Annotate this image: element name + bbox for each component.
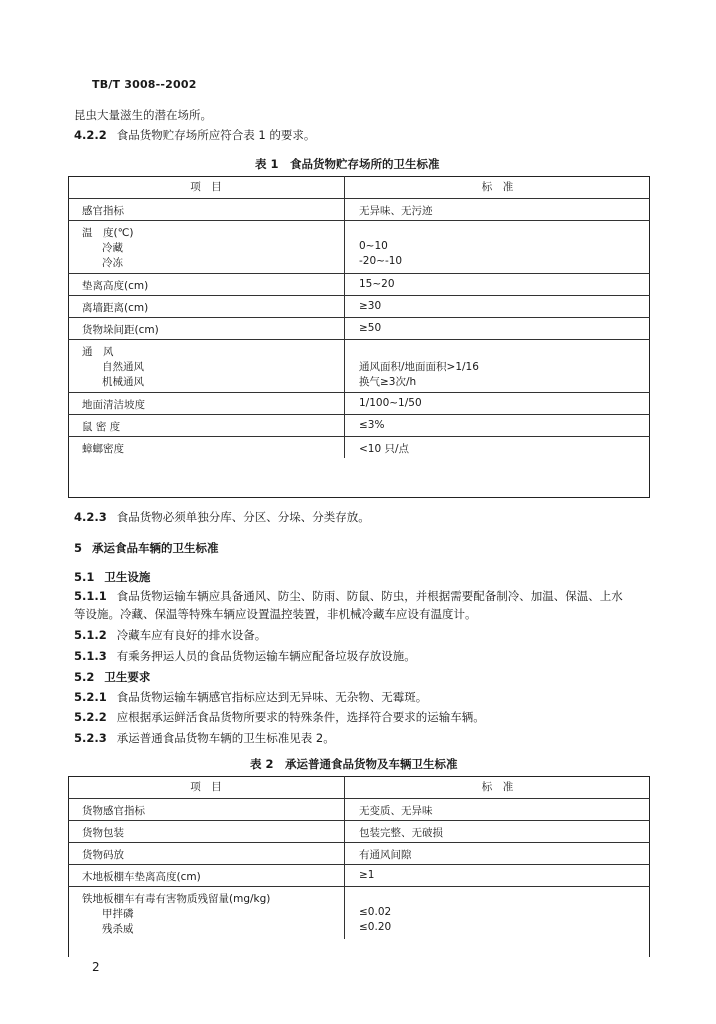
table1-row <box>68 339 650 392</box>
table2 <box>68 776 650 939</box>
table1-standard-text: -20~-10 <box>359 254 403 267</box>
table1-standard-cell <box>345 295 651 317</box>
table1-standard-text: ≥30 <box>359 299 382 312</box>
section-5-heading <box>74 541 219 556</box>
table1-standard-cell <box>345 273 651 295</box>
clause-text: 冷藏车应有良好的排水设备。 <box>116 628 267 642</box>
table1-row <box>68 273 650 295</box>
clause-number: 5.2.3 <box>74 731 107 745</box>
table1-standard-cell <box>345 317 651 339</box>
table2-item-text: 甲拌磷 <box>102 907 134 920</box>
table1-standard-cell <box>345 198 651 220</box>
subsection-number: 5.1 <box>74 570 95 584</box>
page-number: 2 <box>92 960 100 974</box>
table1-item-cell <box>68 392 345 414</box>
clause-text: 食品货物运输车辆感官指标应达到无异味、无杂物、无霉斑。 <box>116 690 428 704</box>
table1-item-cell <box>68 295 345 317</box>
table2-standard-text: ≥1 <box>359 868 375 881</box>
table1-item-text: 通 风 <box>82 345 114 358</box>
table1-standard-cell <box>345 220 651 273</box>
clause-number: 5.1.1 <box>74 589 107 603</box>
intro-line: 昆虫大量滋生的潜在场所。 <box>74 108 212 122</box>
clause-number: 4.2.2 <box>74 128 107 142</box>
table1-row <box>68 220 650 273</box>
clause-text: 承运普通食品货物车辆的卫生标准见表 2。 <box>116 731 335 745</box>
clause-5-2-1 <box>74 690 427 705</box>
table1 <box>68 176 650 458</box>
table1-standard-text: 1/100~1/50 <box>359 396 422 409</box>
table1-item-cell <box>68 273 345 295</box>
table1-standard-cell <box>345 339 651 392</box>
table2-item-cell <box>68 886 345 939</box>
clause-number: 5.1.2 <box>74 628 107 642</box>
table2-row <box>68 842 650 864</box>
table2-standard-cell <box>345 820 651 842</box>
table1-row <box>68 436 650 458</box>
table1-standard-text: <10 只/点 <box>359 442 410 455</box>
clause-text: 有乘务押运人员的食品货物运输车辆应配备垃圾存放设施。 <box>116 649 416 663</box>
table1-item-text: 货物垛间距(cm) <box>82 323 159 336</box>
table2-standard-text: 包装完整、无破损 <box>359 826 443 839</box>
table1-col1-header: 项 目 <box>190 181 222 193</box>
clause-5-2-2 <box>74 710 485 725</box>
clause-5-2-3 <box>74 731 335 746</box>
table2-standard-cell <box>345 842 651 864</box>
table2-item-text: 铁地板棚车有毒有害物质残留量(mg/kg) <box>82 892 271 905</box>
clause-number: 5.2.1 <box>74 690 107 704</box>
clause-number: 4.2.3 <box>74 510 107 524</box>
table1-item-text: 垫离高度(cm) <box>82 279 149 292</box>
table1-row <box>68 317 650 339</box>
table1-item-text: 冷藏 <box>102 241 123 254</box>
table1-standard-text: 0~10 <box>359 239 388 252</box>
table2-item-text: 货物感官指标 <box>82 804 145 817</box>
table1-row <box>68 392 650 414</box>
table1-caption: 表 1 食品货物贮存场所的卫生标准 <box>255 157 440 171</box>
table1-standard-cell <box>345 392 651 414</box>
table2-row <box>68 820 650 842</box>
clause-4-2-2 <box>74 128 315 143</box>
table2-item-cell <box>68 798 345 820</box>
clause-text: 食品货物贮存场所应符合表 1 的要求。 <box>116 128 316 142</box>
section-title: 承运食品车辆的卫生标准 <box>92 541 219 555</box>
table1-item-text: 感官指标 <box>82 204 124 217</box>
table2-item-cell <box>68 842 345 864</box>
subsection-number: 5.2 <box>74 670 95 684</box>
table1-item-text: 蟑螂密度 <box>82 442 124 455</box>
table1-item-text: 自然通风 <box>102 360 144 373</box>
table1-header-row <box>68 176 650 198</box>
document-header: TB/T 3008--2002 <box>92 78 197 91</box>
clause-text: 食品货物必须单独分库、分区、分垛、分类存放。 <box>116 510 370 524</box>
clause-5-1-2 <box>74 628 266 643</box>
table2-standard-cell <box>345 864 651 886</box>
table1-row <box>68 295 650 317</box>
section-number: 5 <box>74 541 83 555</box>
table1-col2-header: 标 准 <box>345 176 651 198</box>
table1-item-cell <box>68 339 345 392</box>
table2-standard-text: 有通风间隙 <box>359 848 412 861</box>
table2-item-cell <box>68 864 345 886</box>
table2-standard-text: ≤0.20 <box>359 920 392 933</box>
table1-standard-text: ≥50 <box>359 321 382 334</box>
table2-header-row <box>68 776 650 798</box>
table2-standard-text: 无变质、无异味 <box>359 804 433 817</box>
table1-item-text: 地面清洁坡度 <box>82 398 145 411</box>
table1-standard-text <box>359 344 650 359</box>
table1-standard-text: 通风面积/地面面积>1/16 <box>359 360 479 373</box>
table1-item-cell <box>68 220 345 273</box>
table1-standard-text: ≤3% <box>359 418 385 431</box>
clause-text: 应根据承运鲜活食品货物所要求的特殊条件，选择符合要求的运输车辆。 <box>116 710 485 724</box>
clause-4-2-3 <box>74 510 370 525</box>
table1-row <box>68 198 650 220</box>
table1-item-text: 冷冻 <box>102 256 123 269</box>
table2-item-cell <box>68 820 345 842</box>
table1-item-text: 温 度(℃) <box>82 226 134 239</box>
clause-5-1-1-continued: 等设施。冷藏、保温等特殊车辆应设置温控装置，非机械冷藏车应设有温度计。 <box>74 607 477 621</box>
table2-col1-header: 项 目 <box>190 781 222 793</box>
clause-number: 5.2.2 <box>74 710 107 724</box>
table2-item-text: 残杀威 <box>102 922 134 935</box>
table1-standard-cell <box>345 414 651 436</box>
table1-item-cell <box>68 436 345 458</box>
table2-item-text: 货物码放 <box>82 848 124 861</box>
table2-item-text: 木地板棚车垫离高度(cm) <box>82 870 201 883</box>
table1-item-text: 鼠 密 度 <box>82 420 121 433</box>
subsection-5-2 <box>74 670 150 685</box>
table2-row <box>68 798 650 820</box>
table1-standard-text: 15~20 <box>359 277 395 290</box>
clause-text: 食品货物运输车辆应具备通风、防尘、防雨、防鼠、防虫，并根据需要配备制冷、加温、保温、上水 <box>116 589 623 603</box>
clause-5-1-3 <box>74 649 416 664</box>
table2-standard-text: ≤0.02 <box>359 905 392 918</box>
subsection-title: 卫生要求 <box>104 670 151 684</box>
table1-item-text: 机械通风 <box>102 375 144 388</box>
table2-row <box>68 886 650 939</box>
table1-item-cell <box>68 317 345 339</box>
table1-item-text: 离墙距离(cm) <box>82 301 149 314</box>
table2-item-text: 货物包装 <box>82 826 124 839</box>
table2-row <box>68 864 650 886</box>
table2-caption: 表 2 承运普通食品货物及车辆卫生标准 <box>250 757 458 771</box>
table2-standard-text <box>359 891 650 906</box>
clause-5-1-1 <box>74 589 623 604</box>
table1-item-cell <box>68 198 345 220</box>
table1-standard-text: 无异味、无污迹 <box>359 204 433 217</box>
table1-item-cell <box>68 414 345 436</box>
table1-standard-text: 换气≥3次/h <box>359 375 417 388</box>
table1-row <box>68 414 650 436</box>
table1-standard-cell <box>345 436 651 458</box>
subsection-5-1 <box>74 570 150 585</box>
table2-standard-cell <box>345 886 651 939</box>
table2-standard-cell <box>345 798 651 820</box>
table2-col2-header: 标 准 <box>345 776 651 798</box>
clause-number: 5.1.3 <box>74 649 107 663</box>
subsection-title: 卫生设施 <box>104 570 151 584</box>
table1-standard-text <box>359 225 650 240</box>
